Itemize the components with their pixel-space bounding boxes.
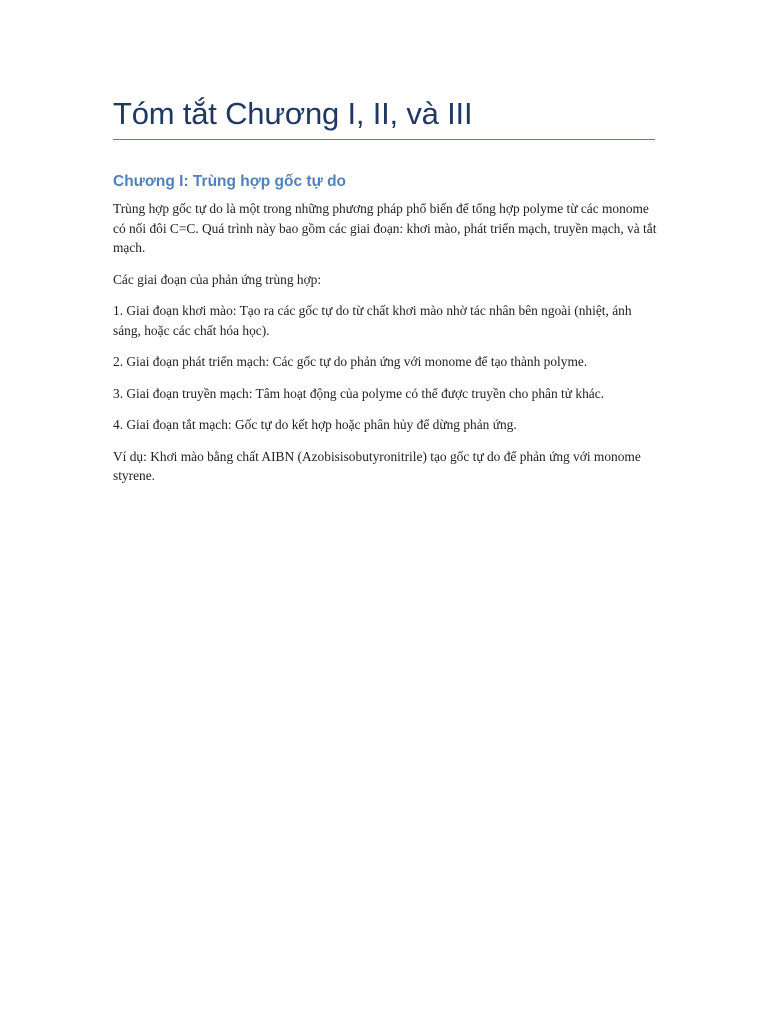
stage-initiation-paragraph: 1. Giai đoạn khơi mào: Tạo ra các gốc tự do từ chất khơi mào nhờ tác nhân bên ngoài (nhiệt, ánh sáng, hoặc các chất hóa học). <box>113 303 632 338</box>
stage-propagation-paragraph: 2. Giai đoạn phát triển mạch: Các gốc tự do phản ứng với monome để tạo thành polyme. <box>113 354 588 369</box>
intro-paragraph: Trùng hợp gốc tự do là một trong những phương pháp phổ biến để tổng hợp polyme từ các monome có nối đôi C=C. Quá trình này bao gồm các giai đoạn: khơi mào, phát triển mạch, truyền mạch, và tắt mạch. <box>113 201 657 255</box>
document-title: Tóm tắt Chương I, II, và III <box>113 96 473 131</box>
section-heading: Chương I: Trùng hợp gốc tự do <box>113 173 347 190</box>
title-underline-rule <box>113 139 655 140</box>
document-body <box>113 170 658 498</box>
example-paragraph: Ví dụ: Khơi mào bằng chất AIBN (Azobisisobutyronitrile) tạo gốc tự do để phản ứng với monome styrene. <box>113 448 641 483</box>
stage-termination-paragraph: 4. Giai đoạn tắt mạch: Gốc tự do kết hợp hoặc phân hủy để dừng phản ứng. <box>113 417 517 432</box>
stage-chain-transfer-paragraph: 3. Giai đoạn truyền mạch: Tâm hoạt động của polyme có thể được truyền cho phân tử khác. <box>113 385 604 401</box>
stages-intro-paragraph: Các giai đoạn của phản ứng trùng hợp: <box>113 271 322 287</box>
